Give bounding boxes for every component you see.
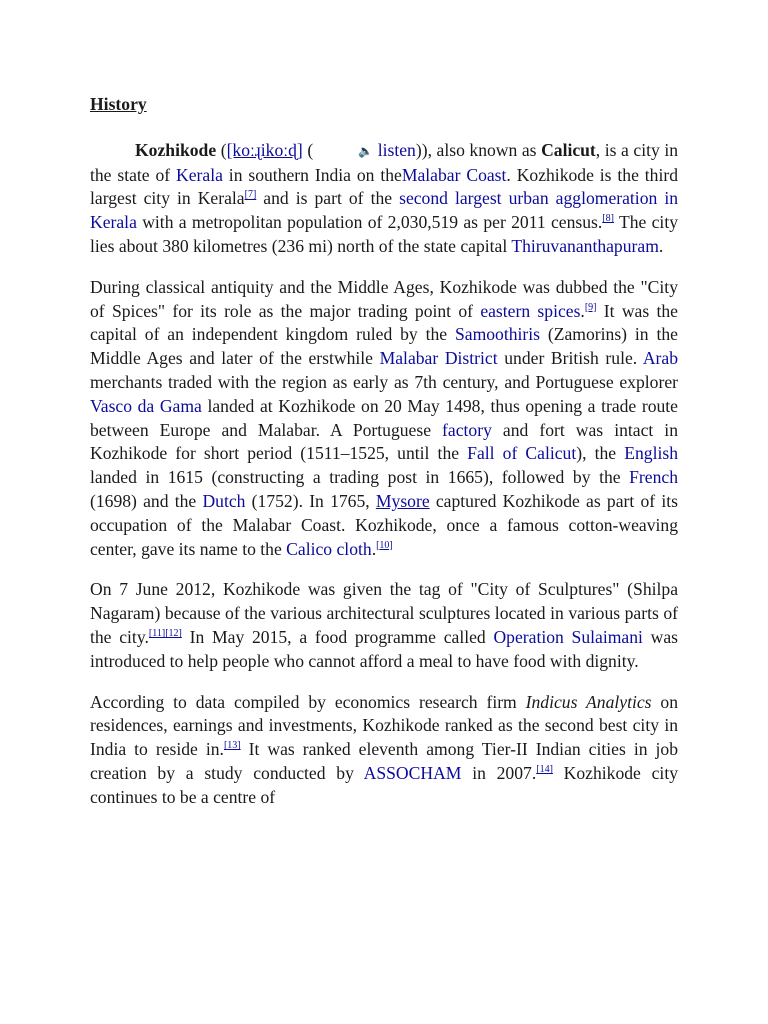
text: (	[216, 139, 227, 160]
link-french[interactable]: French	[629, 467, 678, 488]
link-thiruvananthapuram[interactable]: Thiruvananthapuram	[511, 235, 659, 256]
link-operation-sulaimani[interactable]: Operation Sulaimani	[493, 626, 643, 647]
link-listen[interactable]: listen	[377, 139, 416, 160]
link-dutch[interactable]: Dutch	[202, 490, 246, 511]
text: According to data compiled by economics research firm	[90, 691, 526, 712]
reference-13[interactable]: [13]	[223, 740, 241, 752]
link-fall-of-calicut[interactable]: Fall of Calicut	[467, 443, 577, 464]
document-body	[90, 93, 678, 827]
text: and fort was intact in Kozhikode for short period (1511–1525, until the	[90, 419, 678, 464]
text: , is a city in the state of	[90, 139, 679, 185]
text: landed at Kozhikode on 20 May 1498, thus opening a trade route between Europe and Malabar. A Portuguese	[90, 395, 678, 440]
link-urban-agglomeration[interactable]: second largest urban agglomeration in Kerala	[90, 188, 678, 233]
text: .	[658, 235, 664, 256]
text: and is part of the	[256, 188, 400, 209]
text: on residences, earnings and investments, Kozhikode ranked as the second best city in India to reside in.	[90, 691, 679, 760]
text: was introduced to help people who cannot afford a meal to have food with dignity.	[90, 626, 679, 671]
text: captured Kozhikode as part of its occupation of the Malabar Coast. Kozhikode, once a famous cotton-weaving center, gave its name to the	[90, 490, 678, 559]
text: It was ranked eleventh among Tier-II Indian cities in job creation by a study conducted by	[90, 739, 678, 783]
text: (	[302, 139, 314, 160]
link-eastern-spices[interactable]: eastern spices	[480, 300, 581, 321]
link-factory[interactable]: factory	[442, 419, 492, 440]
text: .	[580, 300, 585, 321]
reference-11[interactable]: [11]	[148, 628, 166, 640]
link-vasco-da-gama[interactable]: Vasco da Gama	[90, 395, 202, 416]
text: ), the	[576, 443, 625, 464]
text: On 7 June 2012, Kozhikode was given the tag of "City of Sculptures" (Shilpa Nagaram) because of the various architectural sculptures located in various parts of the city.	[90, 579, 678, 647]
paragraph-4	[90, 691, 678, 810]
text: in southern India on the	[222, 164, 402, 185]
link-english[interactable]: English	[624, 443, 678, 464]
link-calico-cloth[interactable]: Calico cloth	[286, 538, 372, 559]
text: The city lies about 380 kilometres (236 mi) north of the state capital	[90, 212, 679, 256]
text: (1752). In 1765,	[245, 490, 376, 511]
paragraph-2	[90, 276, 678, 562]
text: In May 2015, a food programme called	[181, 626, 494, 647]
text: merchants traded with the region as early as 7th century, and Portuguese explorer	[90, 371, 678, 392]
text: with a metropolitan population of 2,030,519 as per 2011 census.	[136, 212, 603, 233]
text: During classical antiquity and the Middle Ages, Kozhikode was dubbed the "City of Spices" for its role as the major trading point of	[90, 276, 678, 321]
reference-7[interactable]: [7]	[244, 189, 257, 201]
link-malabar-coast[interactable]: Malabar Coast	[401, 164, 507, 185]
paragraph-3	[90, 578, 678, 673]
reference-14[interactable]: [14]	[536, 764, 553, 776]
link-kerala[interactable]: Kerala	[176, 164, 223, 185]
text: (Zamorins) in the Middle Ages and later of the erstwhile	[90, 324, 678, 369]
reference-8[interactable]: [8]	[602, 213, 614, 225]
reference-10[interactable]: [10]	[376, 539, 393, 551]
reference-9[interactable]: [9]	[584, 301, 597, 313]
text: .	[371, 538, 377, 559]
paragraph-1	[90, 139, 678, 259]
article-title: Kozhikode	[135, 139, 217, 160]
link-mysore[interactable]: Mysore	[375, 490, 430, 511]
link-ipa[interactable]: [koːɻikoːɖ]	[226, 139, 303, 160]
reference-12[interactable]: [12]	[165, 628, 182, 640]
text: under British rule.	[497, 348, 643, 369]
link-assocham[interactable]: ASSOCHAM	[363, 762, 462, 783]
text: Kozhikode city continues to be a centre of	[90, 762, 678, 807]
text: in 2007.	[461, 762, 537, 783]
text: . Kozhikode is the third largest city in Kerala	[90, 164, 678, 209]
indicus-analytics: Indicus Analytics	[525, 691, 652, 712]
link-samoothiris[interactable]: Samoothiris	[454, 324, 541, 345]
speaker-icon[interactable]: 🔈	[358, 143, 374, 158]
text: )), also known as	[415, 139, 542, 160]
text: landed in 1615 (constructing a trading post in 1665), followed by the	[90, 467, 630, 488]
link-arab[interactable]: Arab	[642, 348, 678, 369]
text: (1698) and the	[90, 490, 203, 511]
alt-name: Calicut	[541, 139, 596, 160]
text: It was the capital of an independent kingdom ruled by the	[90, 300, 678, 345]
link-malabar-district[interactable]: Malabar District	[379, 348, 498, 369]
section-heading: History	[90, 94, 147, 114]
